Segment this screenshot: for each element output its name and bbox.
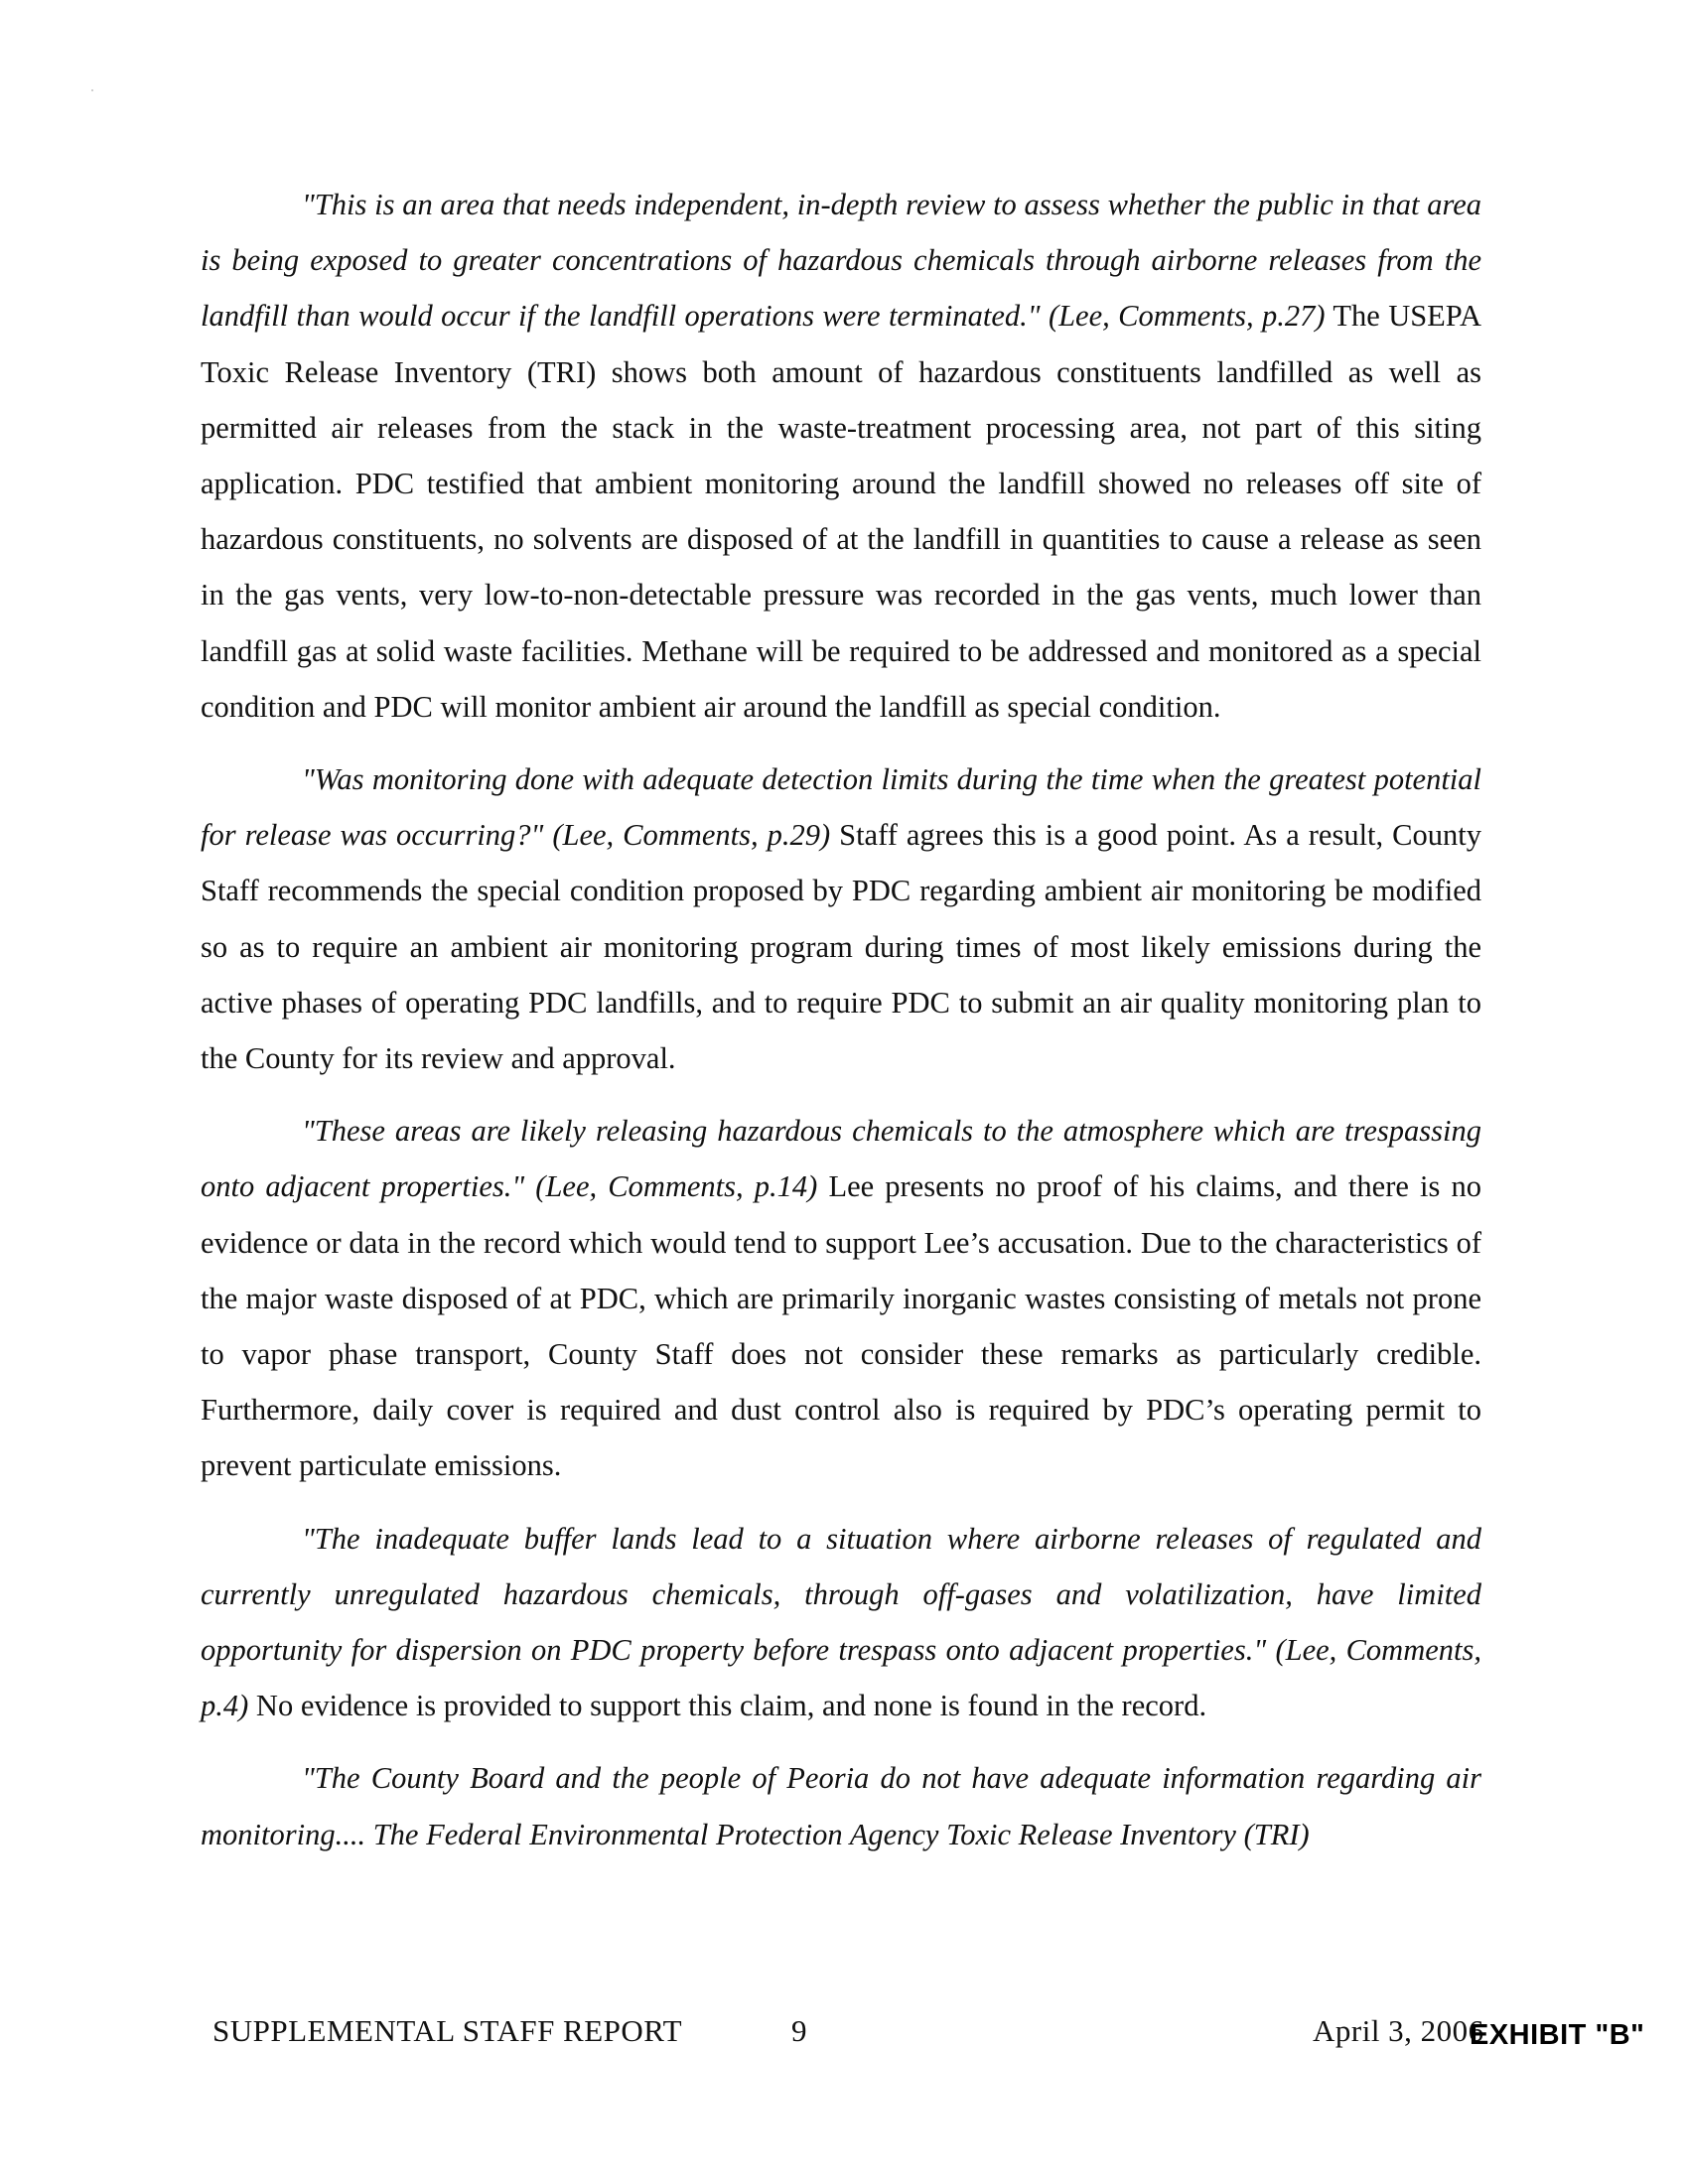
- staff-response: Staff agrees this is a good point. As a result, County Staff recommends the special condition proposed by PDC regarding ambient air monitoring be modified so as to require an ambient air monitoring program during times of most likely emissions during the active phases of operating PDC landfills, and to require PDC to submit an air quality monitoring plan to the County for its review and approval.: [201, 818, 1481, 1076]
- quoted-comment: "The inadequate buffer lands lead to a situation where airborne releases of regulated and currently unregulated hazardous chemicals, through off-gases and volatilization, have limited opportunity for dispersion on PDC property before trespass onto adjacent properties." (Lee, Comments, p.4): [201, 1521, 1481, 1723]
- paragraph-2: [201, 751, 1481, 1086]
- paragraph-4: [201, 1511, 1481, 1734]
- quoted-comment: "The County Board and the people of Peoria do not have adequate information regarding air monitoring.... The Federal Environmental Protection Agency Toxic Release Inventory (TRI): [201, 1761, 1481, 1851]
- exhibit-stamp: EXHIBIT "B": [1470, 2019, 1645, 2051]
- paragraph-5: [201, 1750, 1481, 1861]
- staff-response: No evidence is provided to support this claim, and none is found in the record.: [248, 1689, 1207, 1723]
- quoted-comment: "Was monitoring done with adequate detection limits during the time when the greatest potential for release was occurring?" (Lee, Comments, p.29): [201, 762, 1481, 853]
- quoted-comment: "This is an area that needs independent, in-depth review to assess whether the public in that area is being exposed to greater concentrations of hazardous chemicals through airborne releases from the landfill than would occur if the landfill operations were terminated." (Lee, Comments, p.27): [201, 188, 1481, 334]
- page-number: 9: [791, 2013, 807, 2048]
- scan-speck: [91, 89, 93, 91]
- quoted-comment: "These areas are likely releasing hazardous chemicals to the atmosphere which are trespassing onto adjacent properties." (Lee, Comments, p.14): [201, 1114, 1481, 1204]
- footer-date: April 3, 2006: [1313, 2013, 1484, 2048]
- staff-response: Lee presents no proof of his claims, and there is no evidence or data in the record which would tend to support Lee’s accusation. Due to the characteristics of the major waste disposed of at PDC, which are primarily inorganic wastes consisting of metals not prone to vapor phase transport, County Staff does not consider these remarks as particularly credible. Furthermore, daily cover is required and dust control also is required by PDC’s operating permit to prevent particulate emissions.: [201, 1169, 1481, 1483]
- report-body: [201, 177, 1481, 1879]
- paragraph-1: [201, 177, 1481, 735]
- footer-report-title: SUPPLEMENTAL STAFF REPORT: [212, 2013, 683, 2048]
- staff-response: The USEPA Toxic Release Inventory (TRI) shows both amount of hazardous constituents landfilled as well as permitted air releases from the stack in the waste-treatment processing area, not part of this siting application. PDC testified that ambient monitoring around the landfill showed no releases off site of hazardous constituents, no solvents are disposed of at the landfill in quantities to cause a release as seen in the gas vents, very low-to-non-detectable pressure was recorded in the gas vents, much lower than landfill gas at solid waste facilities. Methane will be required to be addressed and monitored as a special condition and PDC will monitor ambient air around the landfill as special condition.: [201, 299, 1482, 724]
- paragraph-3: [201, 1103, 1481, 1493]
